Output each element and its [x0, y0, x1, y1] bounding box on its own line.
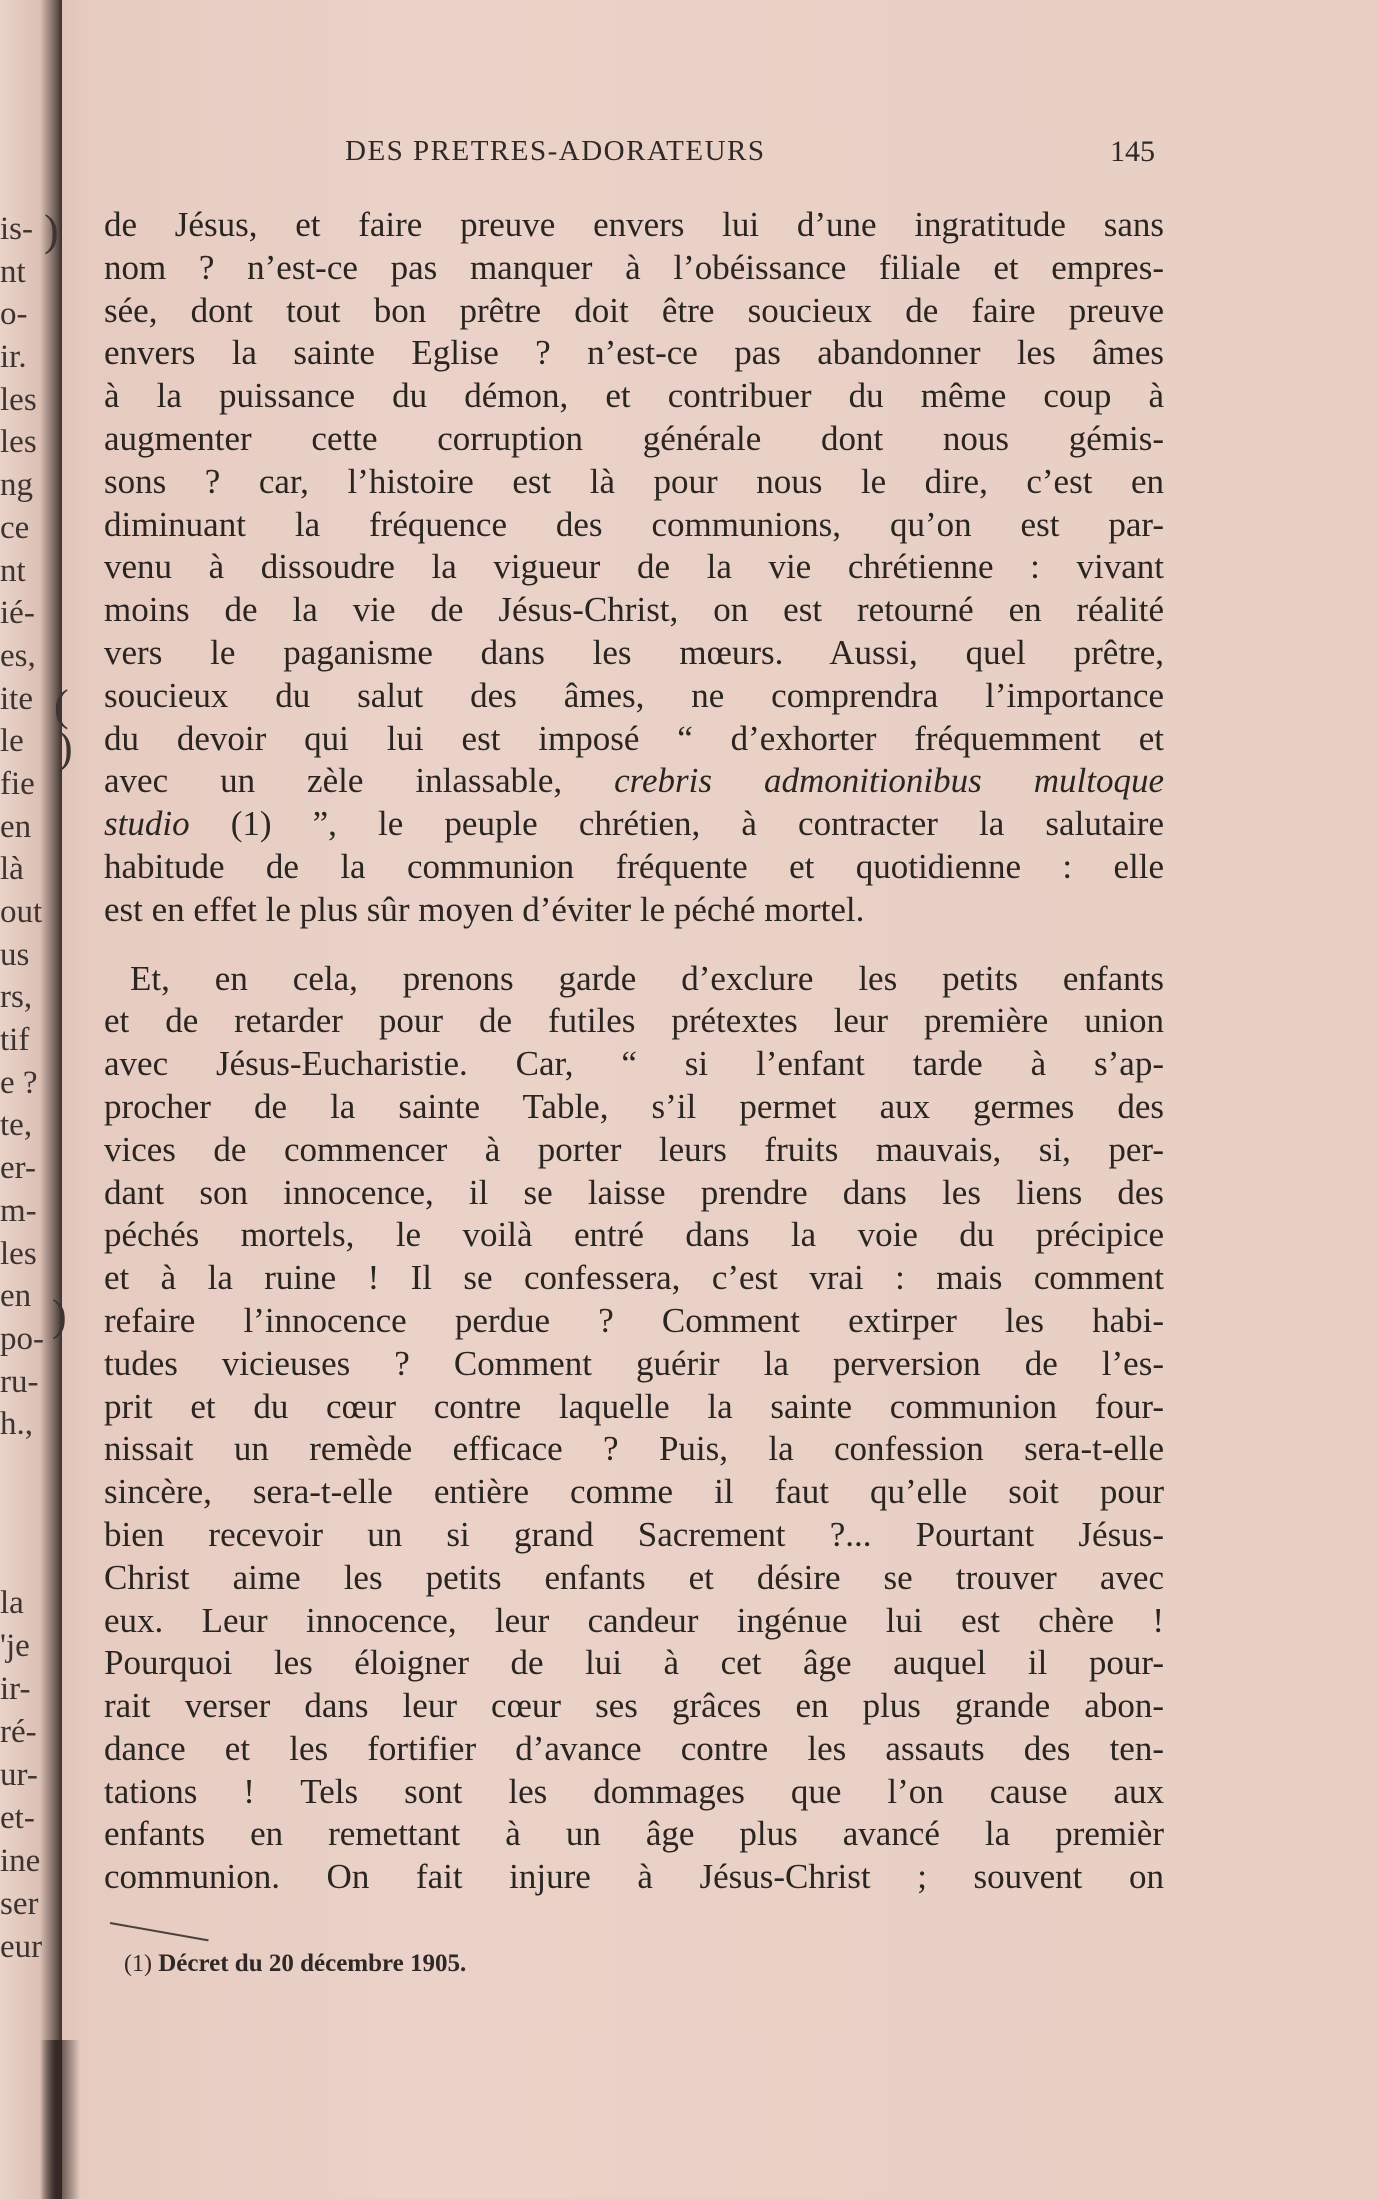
text-line: procher de la sainte Table, s’il permet aux germes des — [104, 1086, 1164, 1126]
paragraph — [104, 958, 1164, 1900]
previous-page-margin-bottom — [0, 1582, 52, 1969]
margin-fragment: ru- — [0, 1363, 39, 1400]
margin-fragment: ré- — [0, 1714, 37, 1750]
margin-fragment: nt — [0, 253, 26, 290]
line-text: (1) ”, le peuple chrétien, à contracter la salutaire — [189, 804, 1164, 844]
margin-fragment: fie — [0, 765, 35, 802]
text-line: communion. On fait injure à Jésus-Christ ; souvent on — [104, 1857, 1164, 1897]
footnote-marker: (1) — [124, 1951, 152, 1977]
footnote — [124, 1950, 466, 1978]
text-line: venu à dissoudre la vigueur de la vie chrétienne : vivant — [104, 547, 1164, 587]
text-line: sincère, sera-t-elle entière comme il faut qu’elle soit pour — [104, 1472, 1164, 1512]
text-line: dance et les fortifier d’avance contre les assauts des ten- — [104, 1728, 1164, 1768]
text-line: et de retarder pour de futiles prétextes leur première union — [104, 1001, 1164, 1041]
text-line: rait verser dans leur cœur ses grâces en plus grande abon- — [104, 1686, 1164, 1726]
text-line: et à la ruine ! Il se confessera, c’est vrai : mais comment — [104, 1258, 1164, 1298]
text-line: bien recevoir un si grand Sacrement ?... Pourtant Jésus- — [104, 1514, 1164, 1554]
text-line: tations ! Tels sont les dommages que l’on cause aux — [104, 1771, 1164, 1811]
text-line: prit et du cœur contre laquelle la sainte communion four- — [104, 1386, 1164, 1426]
margin-fragment: out — [0, 894, 43, 930]
margin-fragment: le — [0, 723, 24, 760]
text-line: à la puissance du démon, et contribuer du même coup à — [104, 376, 1164, 416]
margin-fragment: tif — [0, 1022, 30, 1059]
margin-fragment: ce — [0, 509, 30, 546]
running-head: DES PRETRES-ADORATEURS — [345, 135, 766, 167]
margin-fragment: ser — [0, 1886, 39, 1922]
margin-fragment: ng — [0, 467, 33, 504]
gutter-shadow — [40, 2040, 80, 2199]
text-line: eux. Leur innocence, leur candeur ingénue lui est chère ! — [104, 1600, 1164, 1640]
text-line: vices de commencer à porter leurs fruits mauvais, si, per- — [104, 1129, 1164, 1169]
margin-fragment: ir. — [0, 339, 27, 376]
margin-fragment: les — [0, 1235, 37, 1272]
margin-fragment: ite — [0, 680, 33, 717]
text-line: augmenter cette corruption générale dont nous gémis- — [104, 418, 1164, 458]
margin-fragment: es, — [0, 637, 36, 674]
margin-fragment: 'je — [0, 1628, 30, 1664]
text-line: tudes vicieuses ? Comment guérir la perversion de l’es- — [104, 1343, 1164, 1383]
margin-fragment: et- — [0, 1800, 35, 1836]
margin-fragment: o- — [0, 296, 28, 333]
margin-fragment: us — [0, 936, 30, 973]
margin-fragment: ié- — [0, 595, 35, 632]
margin-fragment: ine — [0, 1843, 41, 1879]
margin-fragment: po- — [0, 1320, 44, 1357]
margin-fragment: les — [0, 424, 37, 461]
margin-fragment: is- — [0, 211, 33, 247]
footnote-text: Décret du 20 décembre 1905. — [151, 1950, 467, 1977]
text-line: Christ aime les petits enfants et désire se trouver avec — [104, 1557, 1164, 1597]
text-line: soucieux du salut des âmes, ne comprendra l’importance — [104, 675, 1164, 715]
text-line: sée, dont tout bon prêtre doit être soucieux de faire preuve — [104, 290, 1164, 330]
latin-quote: studio — [104, 804, 190, 844]
text-line: habitude de la communion fréquente et quotidienne : elle — [104, 846, 1164, 886]
paragraph — [104, 204, 1164, 932]
text-line: péchés mortels, le voilà entré dans la voie du précipice — [104, 1215, 1164, 1255]
margin-bracket: ( — [54, 681, 69, 730]
text-line: Et, en cela, prenons garde d’exclure les petits enfants — [130, 958, 1164, 998]
text-line: dant son innocence, il se laisse prendre dans les liens des — [104, 1172, 1164, 1212]
text-line: vers le paganisme dans les mœurs. Aussi, quel prêtre, — [104, 632, 1164, 672]
margin-fragment: eur — [0, 1929, 43, 1965]
margin-fragment: e ? — [0, 1064, 38, 1101]
text-line: nissait un remède efficace ? Puis, la confession sera-t-elle — [104, 1429, 1164, 1469]
margin-fragment: ur- — [0, 1757, 38, 1793]
text-line: diminuant la fréquence des communions, qu’on est par- — [104, 504, 1164, 544]
previous-page-margin-top — [0, 208, 52, 1446]
text-line: Pourquoi les éloigner de lui à cet âge auquel il pour- — [104, 1643, 1164, 1683]
text-line-italic — [104, 760, 1164, 803]
text-line: de Jésus, et faire preuve envers lui d’une ingratitude sans — [104, 205, 1164, 244]
text-line: du devoir qui lui est imposé “ d’exhorter fréquemment et — [104, 718, 1164, 758]
text-line: refaire l’innocence perdue ? Comment extirper les habi- — [104, 1300, 1164, 1340]
margin-fragment: h., — [0, 1406, 33, 1443]
text-line: nom ? n’est-ce pas manquer à l’obéissance filiale et empres- — [104, 247, 1164, 287]
margin-fragment: en — [0, 808, 32, 845]
text-line: enfants en remettant à un âge plus avancé la premièr — [104, 1814, 1164, 1854]
text-line: sons ? car, l’histoire est là pour nous le dire, c’est en — [104, 461, 1164, 501]
line-text: avec un zèle inlassable, — [104, 761, 615, 801]
margin-fragment: les — [0, 381, 37, 418]
text-line: est en effet le plus sûr moyen d’éviter le péché mortel. — [104, 889, 865, 929]
page-number: 145 — [1110, 135, 1155, 168]
margin-bracket: ) — [58, 723, 73, 772]
margin-fragment: rs, — [0, 979, 33, 1016]
text-line: envers la sainte Eglise ? n’est-ce pas abandonner les âmes — [104, 333, 1164, 373]
margin-fragment: er- — [0, 1150, 36, 1187]
margin-fragment: là — [0, 851, 24, 888]
text-line: avec Jésus-Eucharistie. Car, “ si l’enfant tarde à s’ap- — [104, 1044, 1164, 1084]
margin-fragment: m- — [0, 1192, 37, 1229]
margin-fragment: nt — [0, 552, 26, 589]
text-line-footnote — [104, 803, 1164, 846]
body-text — [104, 204, 1164, 1899]
margin-bracket: ) — [52, 1291, 67, 1340]
margin-fragment: en — [0, 1278, 32, 1315]
text-line: moins de la vie de Jésus-Christ, on est retourné en réalité — [104, 590, 1164, 630]
margin-fragment: ir- — [0, 1671, 31, 1707]
margin-bracket: ) — [44, 206, 59, 255]
latin-quote: crebris admonitionibus multoque — [614, 761, 1164, 801]
margin-fragment: la — [0, 1585, 24, 1621]
margin-fragment: te, — [0, 1107, 33, 1144]
